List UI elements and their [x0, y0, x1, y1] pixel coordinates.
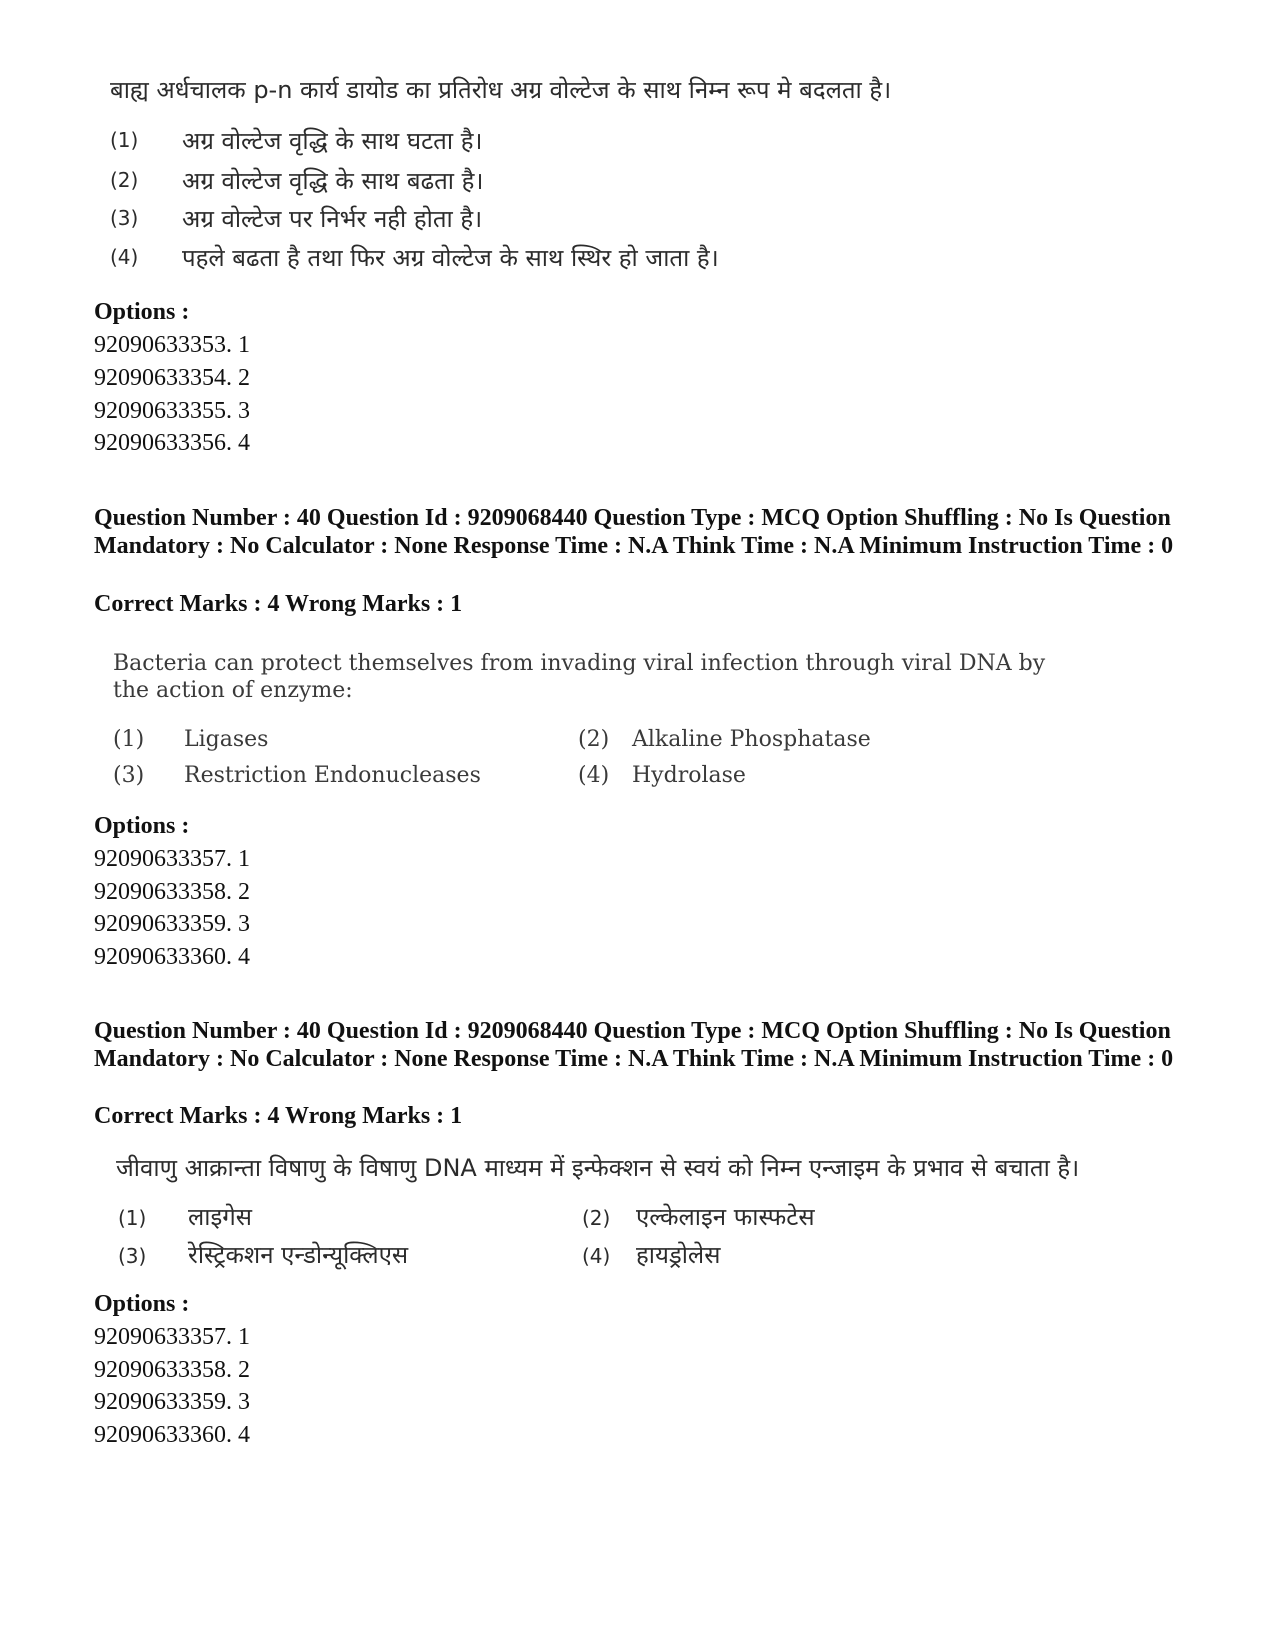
q40-en-choice-text-1: Ligases: [184, 727, 269, 752]
q40-hi-marks: Correct Marks : 4 Wrong Marks : 1: [94, 1103, 463, 1129]
q40-en-choice-text-3: Restriction Endonucleases: [184, 763, 481, 788]
q40-en-choice-number-4: (4): [578, 763, 610, 788]
q39-option-id-2: 92090633354. 2: [94, 365, 250, 391]
q40-hi-choice-text-1: लाइगेस: [188, 1203, 253, 1231]
question-39-stem: बाह्य अर्धचालक p-n कार्य डायोड का प्रतिरोध अग्र वोल्टेज के साथ निम्न रूप मे बदलता है।: [110, 76, 892, 104]
q39-option-id-4: 92090633356. 4: [94, 430, 250, 456]
q39-option-number-4: (4): [110, 245, 139, 269]
q40-hi-choice-text-2: एल्केलाइन फास्फटेस: [636, 1203, 815, 1231]
q40-en-marks: Correct Marks : 4 Wrong Marks : 1: [94, 591, 463, 617]
q40-en-choice-number-1: (1): [113, 727, 145, 752]
q40-en-choice-text-2: Alkaline Phosphatase: [632, 727, 871, 752]
q40-en-options-heading: Options :: [94, 813, 190, 839]
q40-en-option-id-2: 92090633358. 2: [94, 879, 250, 905]
q40-hi-choice-number-2: (2): [582, 1206, 611, 1230]
q40-hi-option-id-3: 92090633359. 3: [94, 1389, 250, 1415]
q39-option-text-3: अग्र वोल्टेज पर निर्भर नही होता है।: [182, 205, 483, 233]
q40-en-stem: Bacteria can protect themselves from invading viral infection through viral DNA by the action of enzyme:: [113, 651, 1046, 703]
q39-option-id-1: 92090633353. 1: [94, 332, 250, 358]
q40-en-choice-number-2: (2): [578, 727, 610, 752]
q39-option-id-3: 92090633355. 3: [94, 398, 250, 424]
q40-en-choice-text-4: Hydrolase: [632, 763, 746, 788]
q40-hi-choice-number-4: (4): [582, 1244, 611, 1268]
q39-option-number-3: (3): [110, 206, 139, 230]
q40-hi-choice-text-4: हायड्रोलेस: [636, 1241, 721, 1269]
q40-hi-meta: Question Number : 40 Question Id : 9209068440 Question Type : MCQ Option Shuffling : No Is Question Mandatory : No Calculator : None Response Time : N.A Think Time : N.A Minimum Instruction Time : 0: [94, 1018, 1174, 1072]
q40-en-option-id-1: 92090633357. 1: [94, 846, 250, 872]
q40-en-choice-number-3: (3): [113, 763, 145, 788]
q40-hi-choice-text-3: रेस्ट्रिकशन एन्डोन्यूक्लिएस: [188, 1241, 409, 1269]
q39-option-number-2: (2): [110, 168, 139, 192]
q39-option-text-1: अग्र वोल्टेज वृद्धि के साथ घटता है।: [182, 127, 483, 155]
q40-hi-stem: जीवाणु आक्रान्ता विषाणु के विषाणु DNA माध्यम में इन्फेक्शन से स्वयं को निम्न एन्जाइम के प्रभाव से बचाता है।: [116, 1154, 1080, 1182]
q40-hi-option-id-1: 92090633357. 1: [94, 1324, 250, 1350]
q40-en-option-id-4: 92090633360. 4: [94, 944, 250, 970]
q39-option-text-2: अग्र वोल्टेज वृद्धि के साथ बढता है।: [182, 167, 484, 195]
q39-option-text-4: पहले बढता है तथा फिर अग्र वोल्टेज के साथ स्थिर हो जाता है।: [182, 244, 719, 272]
q40-en-option-id-3: 92090633359. 3: [94, 911, 250, 937]
q40-hi-options-heading: Options :: [94, 1291, 190, 1317]
q40-hi-option-id-4: 92090633360. 4: [94, 1422, 250, 1448]
q40-hi-choice-number-3: (3): [118, 1244, 147, 1268]
q39-option-number-1: (1): [110, 128, 139, 152]
q39-options-heading: Options :: [94, 299, 190, 325]
q40-en-meta: Question Number : 40 Question Id : 9209068440 Question Type : MCQ Option Shuffling : No Is Question Mandatory : No Calculator : None Response Time : N.A Think Time : N.A Minimum Instruction Time : 0: [94, 505, 1174, 559]
q40-hi-choice-number-1: (1): [118, 1206, 147, 1230]
q40-hi-option-id-2: 92090633358. 2: [94, 1357, 250, 1383]
